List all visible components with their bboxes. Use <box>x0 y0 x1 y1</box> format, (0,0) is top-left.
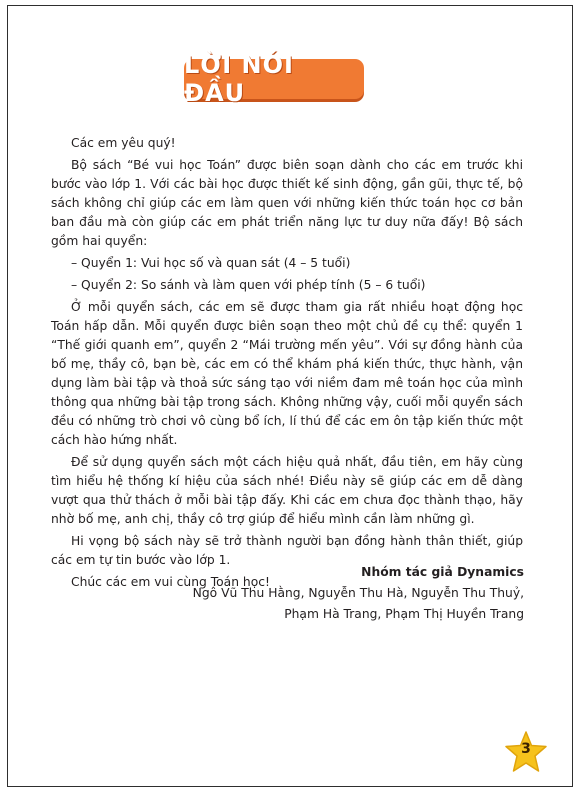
book-item-1: – Quyển 1: Vui học số và quan sát (4 – 5 tuổi) <box>71 256 351 270</box>
author-group: Nhóm tác giả Dynamics <box>361 565 524 579</box>
page-title: LỜI NÓI ĐẦU <box>184 51 294 107</box>
title-banner <box>184 51 364 107</box>
page-number: 3 <box>521 741 531 757</box>
hope-paragraph: Hi vọng bộ sách này sẽ trở thành người bạn đồng hành thân thiết, giúp các em tự tin bước vào lớp 1. <box>51 534 523 567</box>
usage-paragraph: Để sử dụng quyển sách một cách hiệu quả nhất, đầu tiên, em hãy cùng tìm hiểu hệ thống kí hiệu của sách nhé! Điều này sẽ giúp các em dễ dàng vượt qua thử thách ở mỗi bài tập đấy. Khi các em chưa đọc thành thạo, hãy nhờ bố mẹ, anh chị, thầy cô trợ giúp để hiểu mình cần làm những gì. <box>51 455 523 526</box>
author-signature <box>193 562 524 625</box>
greeting: Các em yêu quý! <box>71 136 176 150</box>
book-item-2: – Quyển 2: So sánh và làm quen với phép tính (5 – 6 tuổi) <box>71 278 426 292</box>
preface-body <box>51 134 523 595</box>
authors-line-2: Phạm Hà Trang, Phạm Thị Huyền Trang <box>284 607 524 621</box>
closing-line: Chúc các em vui cùng Toán học! <box>71 575 270 589</box>
topics-paragraph: Ở mỗi quyển sách, các em sẽ được tham gia rất nhiều hoạt động học Toán hấp dẫn. Mỗi quyển được biên soạn theo một chủ đề cụ thể: quyển 1 “Thế giới quanh em”, quyển 2 “Mái trường mến yêu”. Với sự đồng hành của bố mẹ, thầy cô, bạn bè, các em có thể khám phá kiến thức, thực hành, vận dụng làm bài tập và thoả sức sáng tạo với niềm đam mê toán học của mình thông qua những bài tập trong sách. Không những vậy, cuối mỗi quyển sách đều có những trò chơi vô cùng bổ ích, lí thú để các em ôn tập kiến thức một cách hào hứng nhất. <box>51 300 523 447</box>
intro-paragraph: Bộ sách “Bé vui học Toán” được biên soạn dành cho các em trước khi bước vào lớp 1. Với các bài học được thiết kế sinh động, gần gũi, thực tế, bộ sách không chỉ giúp các em làm quen với những kiến thức toán học cơ bản ban đầu mà còn giúp các em phát triển năng lực tư duy nữa đấy! Bộ sách gồm hai quyển: <box>51 158 523 248</box>
authors-line-1: Ngô Vũ Thu Hằng, Nguyễn Thu Hà, Nguyễn Thu Thuỷ, <box>192 586 524 600</box>
